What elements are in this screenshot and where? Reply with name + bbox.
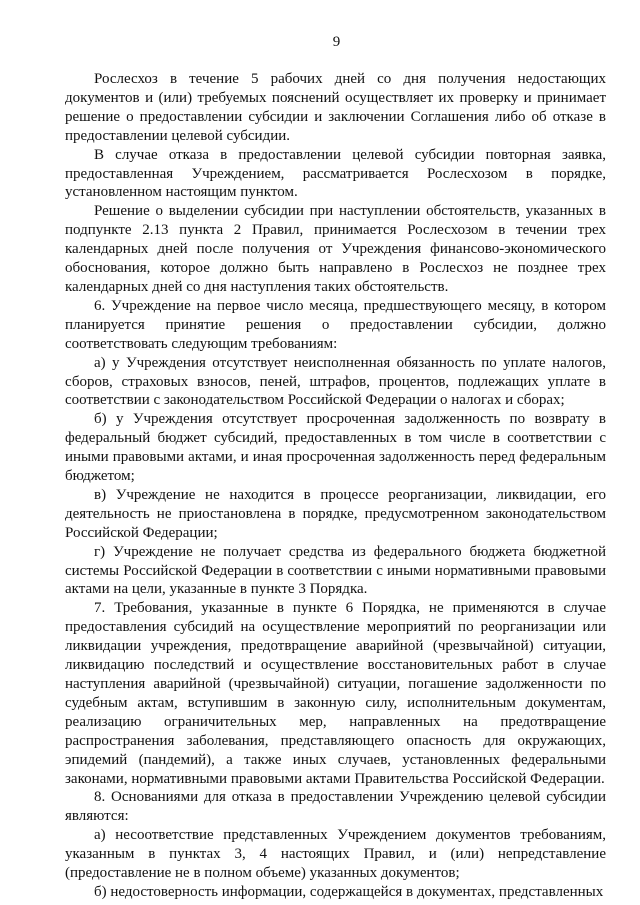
paragraph: 8. Основаниями для отказа в предоставлении Учреждению целевой субсидии являются: bbox=[65, 789, 606, 825]
page-number: 9 bbox=[332, 34, 341, 50]
paragraph: б) у Учреждения отсутствует просроченная задолженность по возврату в федеральный бюджет субсидий, предоставленных в том числе в соответствии с иными правовыми актами, и иная просроченная задолженность перед федеральным бюджетом; bbox=[65, 411, 606, 485]
paragraph: а) у Учреждения отсутствует неисполненная обязанность по уплате налогов, сборов, страховых взносов, пеней, штрафов, процентов, подлежащих уплате в соответствии с законодательством Российской Федерации о налогах и сборах; bbox=[65, 354, 606, 409]
paragraph: г) Учреждение не получает средства из федерального бюджета бюджетной системы Российской Федерации в соответствии с иными нормативными правовыми актами на цели, указанные в пункте 3 Порядка. bbox=[65, 543, 606, 598]
paragraph: 6. Учреждение на первое число месяца, предшествующего месяцу, в котором планируется принятие решения о предоставлении субсидии, должно соответствовать следующим требованиям: bbox=[65, 297, 606, 352]
paragraph: Решение о выделении субсидии при наступлении обстоятельств, указанных в подпункте 2.13 пункта 2 Правил, принимается Рослесхозом в течении трех календарных дней после получения от Учреждения финансово-экономического обоснования, которое должно быть направлено в Рослесхоз не позднее трех календарных дней со дня наступления таких обстоятельств. bbox=[65, 203, 606, 295]
document-body bbox=[65, 70, 606, 902]
paragraph: В случае отказа в предоставлении целевой субсидии повторная заявка, предоставленная Учреждением, рассматривается Рослесхозом в порядке, установленном настоящим пунктом. bbox=[65, 146, 606, 201]
paragraph: а) несоответствие представленных Учреждением документов требованиям, указанным в пунктах 3, 4 настоящих Правил, и (или) непредставление (предоставление не в полном объеме) указанных документов; bbox=[65, 827, 606, 882]
paragraph: б) недостоверность информации, содержащейся в документах, представленных bbox=[94, 883, 604, 900]
paragraph: Рослесхоз в течение 5 рабочих дней со дня получения недостающих документов и (или) требуемых пояснений осуществляет их проверку и принимает решение о предоставлении субсидии и заключении Соглашения либо об отказе в предоставлении целевой субсидии. bbox=[65, 71, 606, 144]
paragraph: в) Учреждение не находится в процессе реорганизации, ликвидации, его деятельность не приостановлена в порядке, предусмотренном законодательством Российской Федерации; bbox=[65, 486, 606, 541]
paragraph: 7. Требования, указанные в пункте 6 Порядка, не применяются в случае предоставления субсидий на осуществление мероприятий по реорганизации или ликвидации учреждения, предотвращение аварийной (чрезвычайной) ситуации, ликвидацию последствий и осуществление восстановительных работ в случае наступления аварийной (чрезвычайной) ситуации, погашение задолженности по судебным актам, вступившим в законную силу, исполнительным документам, реализацию ограничительных мер, направленных на предотвращение распространения заболевания, представляющего опасность для окружающих, эпидемий (пандемий), а также иных случаев, установленных федеральными законами, нормативными правовыми актами Правительства Российской Федерации. bbox=[65, 600, 606, 787]
